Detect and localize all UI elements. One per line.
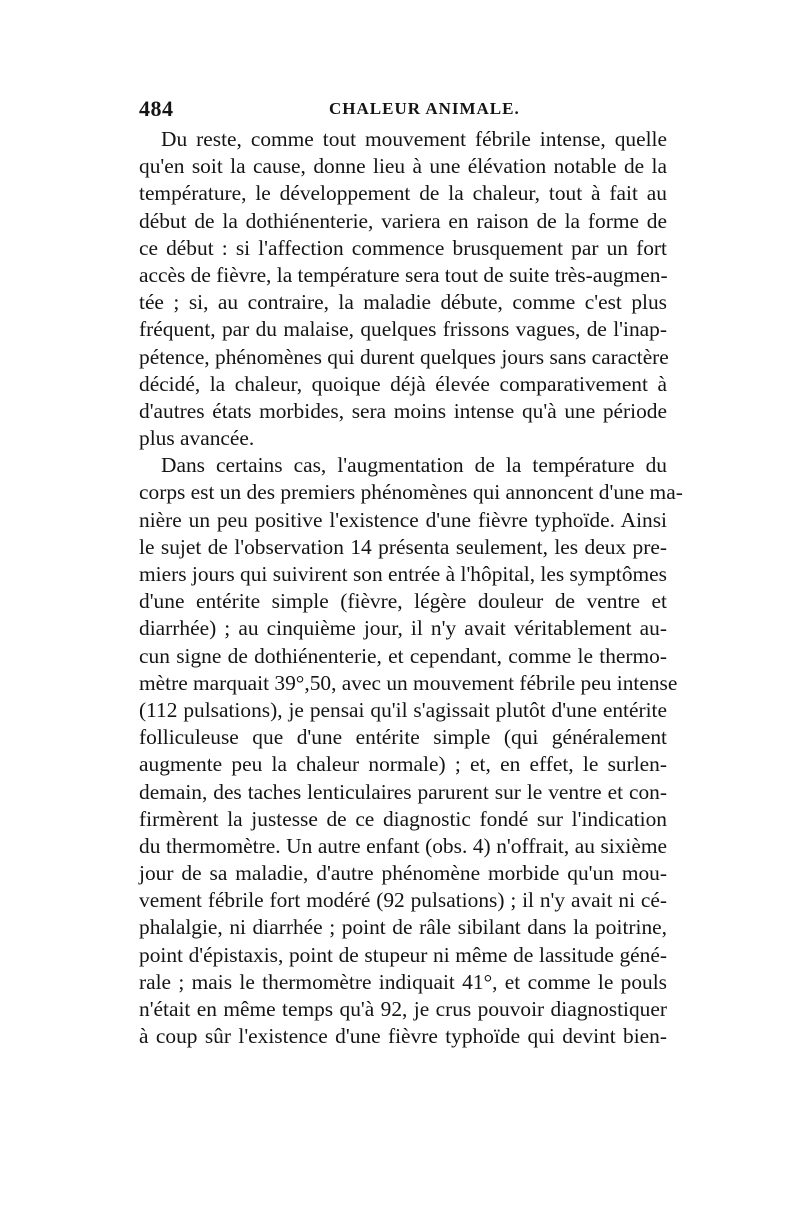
text-line: décidé, la chaleur, quoique déjà élevée comparativement à [139,371,667,396]
text-line: n'était en même temps qu'à 92, je crus pouvoir diagnostiquer [139,997,667,1021]
text-line: (112 pulsations), je pensai qu'il s'agissait plutôt d'une entérite [139,697,667,722]
text-line: augmente peu la chaleur normale) ; et, en effet, le surlen- [139,752,667,777]
text-line: cun signe de dothiénenterie, et cependant, comme le thermo- [139,643,667,668]
text-line: plus avancée. [139,426,255,451]
text-line: point d'épistaxis, point de stupeur ni même de lassitude géné- [139,942,667,967]
text-line: à coup sûr l'existence d'une fièvre typhoïde qui devint bien- [139,1024,667,1049]
text-line: firmèrent la justesse de ce diagnostic fondé sur l'indication [139,806,667,831]
text-line: tée ; si, au contraire, la maladie débute, comme c'est plus [139,290,667,315]
body-text [139,126,683,1050]
paragraph [139,126,667,452]
text-line: demain, des taches lenticulaires parurent sur le ventre et con- [139,779,667,804]
text-line: qu'en soit la cause, donne lieu à une élévation notable de la [139,154,667,179]
text-line: phalalgie, ni diarrhée ; point de râle sibilant dans la poitrine, [139,915,667,940]
text-line: début de la dothiénenterie, variera en raison de la forme de [139,208,667,233]
text-line: du thermomètre. Un autre enfant (obs. 4) n'offrait, au sixième [139,833,667,858]
running-head [139,96,667,126]
text-line: corps est un des premiers phénomènes qui annoncent d'une ma- [139,480,683,505]
text-line: pétence, phénomènes qui durent quelques jours sans caractère [139,344,669,369]
text-line: d'autres états morbides, sera moins intense qu'à une période [139,398,667,423]
text-line: fréquent, par du malaise, quelques frissons vagues, de l'inap- [139,317,667,342]
text-line: accès de fièvre, la température sera tout de suite très-augmen- [139,262,668,287]
text-line: diarrhée) ; au cinquième jour, il n'y avait véritablement au- [139,616,667,641]
text-line: d'une entérite simple (fièvre, légère douleur de ventre et [139,589,667,614]
paragraph [139,452,683,1050]
page-number: 484 [139,96,174,121]
text-line: Dans certains cas, l'augmentation de la température du [161,453,667,478]
text-line: le sujet de l'observation 14 présenta seulement, les deux pre- [139,534,667,559]
text-line: température, le développement de la chaleur, tout à fait au [139,181,667,206]
text-line: vement fébrile fort modéré (92 pulsations) ; il n'y avait ni cé- [139,888,667,913]
text-line: rale ; mais le thermomètre indiquait 41°, et comme le pouls [139,969,667,994]
text-line: Du reste, comme tout mouvement fébrile intense, quelle [161,127,667,151]
text-line: ce début : si l'affection commence brusquement par un fort [139,235,667,260]
text-line: miers jours qui suivirent son entrée à l'hôpital, les symptômes [139,562,667,586]
text-line: mètre marquait 39°,50, avec un mouvement fébrile peu intense [139,670,678,695]
text-line: folliculeuse que d'une entérite simple (qui généralement [139,725,667,750]
text-line: jour de sa maladie, d'autre phénomène morbide qu'un mou- [139,861,667,886]
running-title: CHALEUR ANIMALE. [329,99,520,118]
text-line: nière un peu positive l'existence d'une fièvre typhoïde. Ainsi [139,507,667,532]
